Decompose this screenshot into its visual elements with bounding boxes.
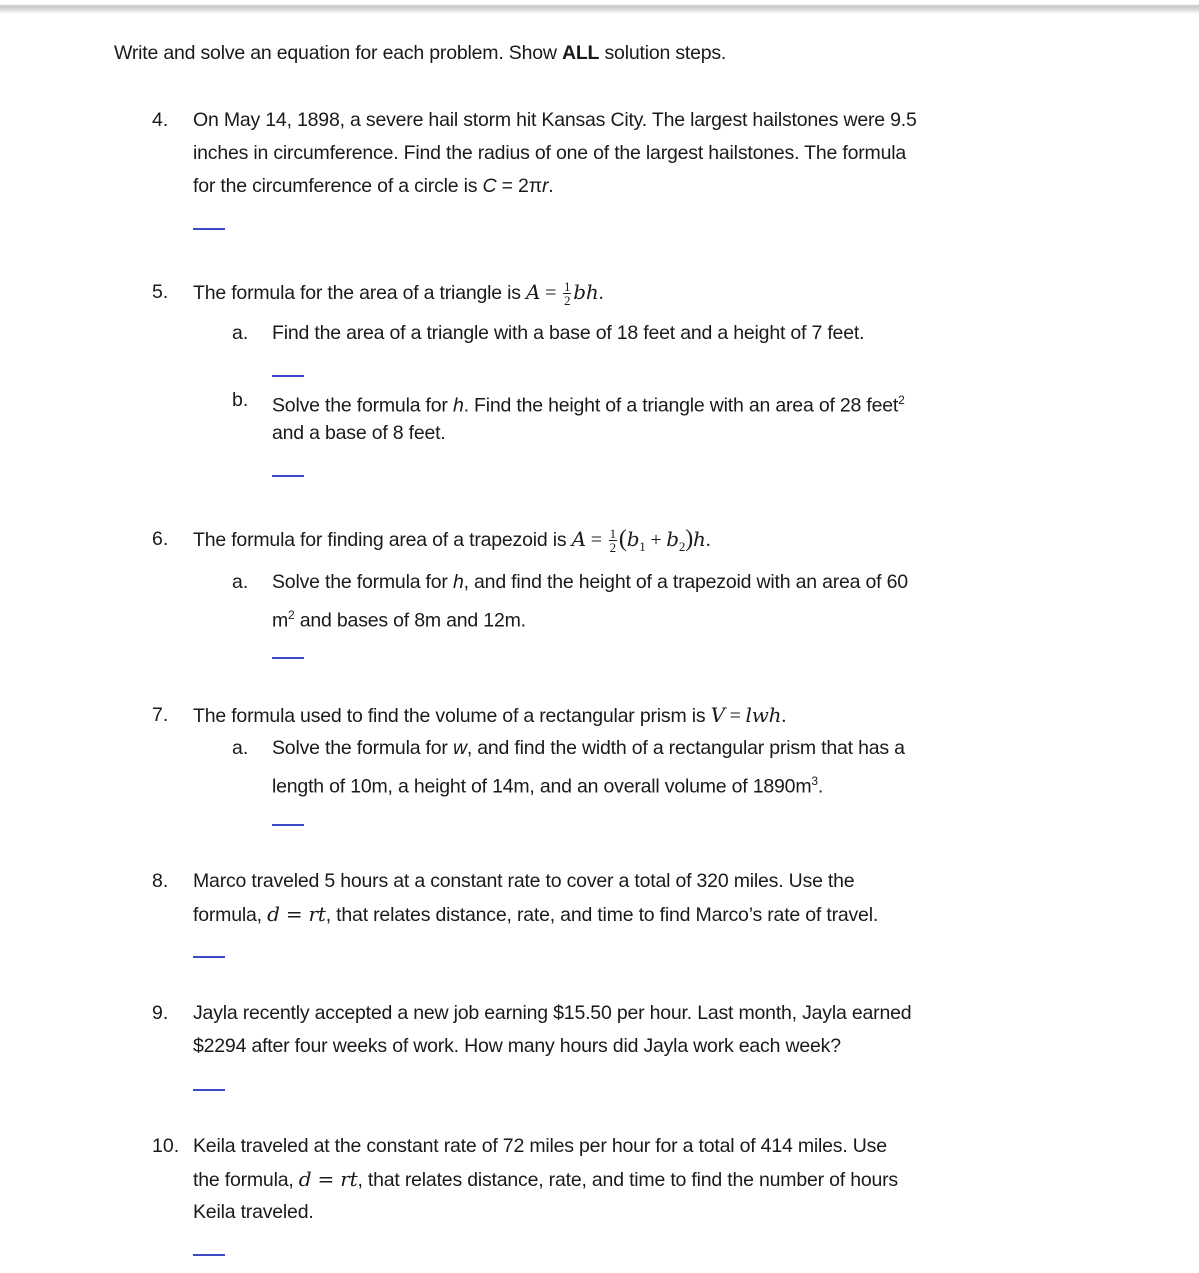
- superscript: 2: [288, 608, 295, 622]
- subscript: 1: [639, 538, 646, 554]
- problem-7a-line-1: [272, 734, 905, 762]
- problem-9-number: 9.: [152, 1002, 169, 1024]
- text: for the circumference of a circle is: [193, 175, 483, 197]
- text: Solve the formula for: [272, 394, 453, 417]
- text: .: [705, 529, 711, 551]
- problem-10-line-2: [193, 1165, 898, 1194]
- problem-7a-label: a.: [232, 737, 249, 759]
- text: , and find the height of a trapezoid with an area of 60: [463, 571, 908, 593]
- math-op: =: [540, 282, 561, 304]
- instructions-bold: ALL: [561, 42, 600, 64]
- math-op: =: [724, 705, 746, 727]
- math-var: h: [452, 571, 464, 593]
- problem-5b-line-2: and a base of 8 feet.: [272, 422, 446, 444]
- problem-6-number: 6.: [152, 528, 169, 550]
- math-op: +: [645, 529, 667, 551]
- math-formula: d = rt: [298, 1167, 358, 1191]
- text: Solve the formula for: [272, 737, 453, 759]
- math-var: C: [482, 175, 497, 197]
- denominator: 2: [609, 540, 616, 556]
- problem-4-line-2: inches in circumference. Find the radius of one of the largest hailstones. The formula: [193, 142, 906, 164]
- text: .: [781, 705, 787, 727]
- problem-10-line-3: Keila traveled.: [193, 1201, 314, 1223]
- problem-10-number: 10.: [152, 1135, 180, 1157]
- answer-line: [193, 956, 225, 958]
- problem-5-number: 5.: [152, 281, 169, 303]
- superscript: 2: [898, 393, 905, 407]
- text: The formula for the area of a triangle is: [193, 282, 527, 304]
- math-var: r: [541, 175, 549, 197]
- text: , that relates distance, rate, and time to find Marco’s rate of travel.: [325, 904, 879, 926]
- fraction-one-half: [609, 527, 617, 554]
- problem-7-line-1: [193, 701, 786, 730]
- problem-10-line-1: Keila traveled at the constant rate of 72 miles per hour for a total of 414 miles. Use: [193, 1135, 887, 1157]
- problem-9-line-1: Jayla recently accepted a new job earning $15.50 per hour. Last month, Jayla earned: [193, 1002, 912, 1024]
- text: The formula for finding area of a trapezoid is: [193, 529, 572, 551]
- answer-line: [272, 657, 304, 659]
- math-var: b: [666, 527, 679, 551]
- math-var: b: [626, 527, 640, 551]
- problem-4-line-3: [193, 172, 553, 200]
- math-paren: ): [685, 526, 694, 552]
- math-var: lwh: [745, 703, 782, 727]
- problem-5-line-1: [193, 278, 603, 307]
- math-formula: d = rt: [267, 902, 326, 926]
- text: .: [548, 175, 554, 197]
- problem-8-line-2: [193, 900, 878, 929]
- problem-7a-line-2: [272, 767, 823, 801]
- math-var: h: [693, 527, 706, 551]
- text: .: [817, 775, 824, 798]
- math-var: w: [452, 737, 467, 759]
- text: the formula,: [193, 1169, 299, 1191]
- text: , and find the width of a rectangular prism that has a: [466, 737, 905, 759]
- answer-line: [272, 824, 304, 826]
- numerator: 1: [563, 279, 571, 295]
- fraction-one-half: [563, 280, 571, 307]
- math-var: bh: [573, 280, 599, 304]
- problem-6a-label: a.: [232, 571, 249, 593]
- problem-6a-line-1: [272, 568, 908, 596]
- problem-5b-label: b.: [232, 389, 249, 411]
- text: .: [598, 282, 604, 304]
- problem-5b-line-1: [272, 386, 905, 420]
- problem-8-line-1: Marco traveled 5 hours at a constant rate to cover a total of 320 miles. Use the: [193, 870, 855, 892]
- text: formula,: [193, 904, 268, 926]
- problem-7-number: 7.: [152, 704, 169, 726]
- text: , that relates distance, rate, and time to find the number of hours: [357, 1169, 898, 1191]
- answer-line: [193, 228, 225, 230]
- problem-6a-line-2: [272, 601, 526, 635]
- problem-5a-label: a.: [232, 322, 249, 344]
- text: = 2π: [496, 175, 542, 197]
- problem-5a-text: Find the area of a triangle with a base of 18 feet and a height of 7 feet.: [272, 322, 865, 344]
- page-top-edge: [0, 0, 1199, 14]
- answer-line: [193, 1089, 225, 1091]
- numerator: 1: [609, 526, 616, 542]
- instructions-text: Write and solve an equation for each problem. Show: [114, 42, 562, 64]
- text: m: [272, 609, 289, 632]
- instructions: [114, 39, 726, 67]
- problem-4-line-1: On May 14, 1898, a severe hail storm hit Kansas City. The largest hailstones were 9.5: [193, 109, 917, 131]
- math-var: A: [526, 280, 541, 304]
- math-var: h: [452, 394, 464, 417]
- text: The formula used to find the volume of a rectangular prism is: [193, 705, 711, 727]
- math-var: A: [571, 527, 586, 551]
- problem-6-line-1: [193, 525, 711, 561]
- text: . Find the height of a triangle with an area of 28 feet: [463, 394, 899, 417]
- answer-line: [272, 475, 304, 477]
- answer-line: [193, 1254, 225, 1256]
- problem-8-number: 8.: [152, 870, 169, 892]
- problem-4-number: 4.: [152, 109, 169, 131]
- math-op: =: [585, 529, 607, 551]
- math-var: V: [710, 703, 725, 727]
- text: Solve the formula for: [272, 571, 453, 593]
- text: and bases of 8m and 12m.: [294, 609, 526, 632]
- math-paren: (: [618, 526, 627, 552]
- superscript: 3: [811, 774, 818, 788]
- instructions-text-end: solution steps.: [599, 42, 727, 64]
- denominator: 2: [563, 293, 571, 309]
- problem-9-line-2: $2294 after four weeks of work. How many hours did Jayla work each week?: [193, 1035, 841, 1057]
- answer-line: [272, 375, 304, 377]
- text: length of 10m, a height of 14m, and an overall volume of 1890m: [272, 775, 812, 798]
- subscript: 2: [678, 538, 686, 554]
